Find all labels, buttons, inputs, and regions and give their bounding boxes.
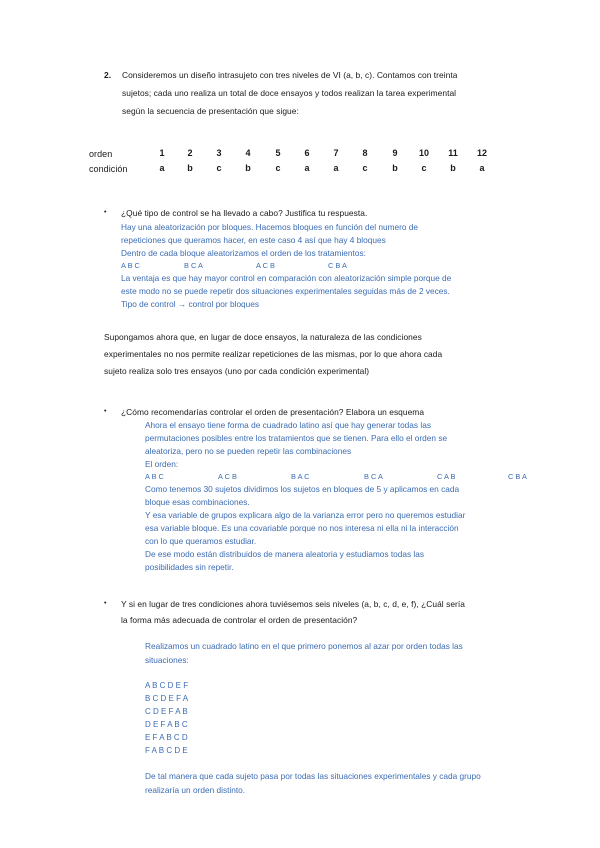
- condition-letter: a: [479, 163, 485, 173]
- bullet-icon: •: [104, 600, 107, 607]
- condition-letter: b: [450, 163, 456, 173]
- latin-square-row: A B C D E F: [145, 681, 189, 690]
- condition-letter: b: [245, 163, 251, 173]
- order-number: 9: [392, 148, 398, 158]
- bullet-question: Y si en lugar de tres condiciones ahora tuviésemos seis niveles (a, b, c, d, e, f), ¿Cuál sería: [121, 599, 465, 609]
- answer-line: este modo no se puede repetir dos situaciones experimentales seguidas más de 2 veces.: [121, 286, 450, 296]
- question-line: según la secuencia de presentación que sigue:: [122, 106, 299, 116]
- paragraph-line: sujeto realiza solo tres ensayos (uno por cada condición experimental): [104, 366, 370, 376]
- question-line: sujetos; cada uno realiza un total de doce ensayos y todos realizan la tarea experimental: [122, 88, 457, 98]
- question-number: 2.: [104, 70, 112, 80]
- order-number: 3: [216, 148, 222, 158]
- answer-line: posibilidades sin repetir.: [145, 562, 234, 572]
- paragraph-line: Supongamos ahora que, en lugar de doce ensayos, la naturaleza de las condiciones: [104, 332, 422, 342]
- order-number: 8: [362, 148, 368, 158]
- order-label: A B C: [145, 472, 164, 481]
- latin-square-row: D E F A B C: [145, 720, 188, 729]
- order-number: 2: [187, 148, 193, 158]
- question-line: Consideremos un diseño intrasujeto con tres niveles de VI (a, b, c). Contamos con treinta: [122, 70, 458, 80]
- order-number: 10: [418, 148, 429, 158]
- answer-line: Tipo de control → control por bloques: [121, 299, 260, 309]
- order-label: B A C: [291, 472, 310, 481]
- order-number: 6: [304, 148, 310, 158]
- order-number: 4: [245, 148, 251, 158]
- answer-line: aleatoriza, pero no se pueden repetir las combinaciones: [145, 446, 352, 456]
- answer-line: bloque esas combinaciones.: [145, 497, 250, 507]
- latin-square-row: C D E F A B: [145, 707, 188, 716]
- condition-letter: c: [275, 163, 281, 173]
- paragraph-line: experimentales no nos permite realizar repeticiones de las mismas, por lo que ahora cada: [104, 349, 443, 359]
- order-number: 11: [448, 148, 458, 158]
- condition-letter: a: [304, 163, 310, 173]
- answer-line: La ventaja es que hay mayor control en comparación con aleatorización simple porque de: [121, 273, 452, 283]
- latin-square-row: E F A B C D: [145, 733, 188, 742]
- condition-letter: a: [159, 163, 165, 173]
- bullet-question: ¿Qué tipo de control se ha llevado a cabo? Justifica tu respuesta.: [121, 208, 368, 218]
- answer-line: Hay una aleatorización por bloques. Hacemos bloques en función del numero de: [121, 222, 419, 232]
- order-label: B C A: [364, 472, 383, 481]
- latin-square-row: F A B C D E: [145, 746, 188, 755]
- answer-line: El orden:: [145, 459, 179, 469]
- bullet-icon: •: [104, 209, 107, 216]
- block-label: A C B: [256, 261, 275, 270]
- block-label: B C A: [184, 261, 203, 270]
- answer-line: con lo que queramos estudiar.: [145, 536, 257, 546]
- block-label: A B C: [121, 261, 140, 270]
- answer-line: Y esa variable de grupos explicara algo de la varianza error pero no queremos estudiar: [145, 510, 466, 520]
- table-row-label-orden: orden: [89, 149, 113, 159]
- condition-letter: a: [333, 163, 339, 173]
- order-number: 7: [333, 148, 339, 158]
- answer-line: permutaciones posibles entre los tratamientos que se tienen. Para ello el orden se: [145, 433, 448, 443]
- answer-line: Dentro de cada bloque aleatorizamos el orden de los tratamientos:: [121, 248, 366, 258]
- answer-line: repeticiones que queramos hacer, en este caso 4 así que hay 4 bloques: [121, 235, 386, 245]
- answer-line: realizaría un orden distinto.: [145, 785, 246, 795]
- order-number: 12: [476, 148, 487, 158]
- order-label: A C B: [218, 472, 237, 481]
- order-label: C A B: [437, 472, 456, 481]
- order-number: 1: [159, 148, 165, 158]
- block-label: C B A: [328, 261, 347, 270]
- bullet-question: ¿Cómo recomendarías controlar el orden de presentación? Elabora un esquema: [121, 407, 425, 417]
- latin-square-row: B C D E F A: [145, 694, 189, 703]
- order-number: 5: [275, 148, 281, 158]
- answer-line: Realizamos un cuadrado latino en el que primero ponemos al azar por orden todas las: [145, 641, 463, 651]
- answer-line: situaciones:: [145, 655, 189, 665]
- answer-line: Como tenemos 30 sujetos dividimos los sujetos en bloques de 5 y aplicamos en cada: [145, 484, 460, 494]
- answer-line: Ahora el ensayo tiene forma de cuadrado latino así que hay generar todas las: [145, 420, 431, 430]
- answer-line: esa variable bloque. Es una covariable porque no nos interesa ni ella ni la interacción: [145, 523, 459, 533]
- condition-letter: b: [392, 163, 398, 173]
- answer-line: De tal manera que cada sujeto pasa por todas las situaciones experimentales y cada grupo: [145, 771, 481, 781]
- condition-letter: c: [216, 163, 222, 173]
- condition-letter: c: [421, 163, 427, 173]
- bullet-icon: •: [104, 408, 107, 415]
- order-label: C B A: [508, 472, 527, 481]
- bullet-question: la forma más adecuada de controlar el orden de presentación?: [121, 615, 358, 625]
- condition-letter: c: [362, 163, 368, 173]
- condition-letter: b: [187, 163, 193, 173]
- answer-line: De ese modo están distribuidos de manera aleatoria y estudiamos todas las: [145, 549, 425, 559]
- table-row-label-condicion: condición: [89, 164, 128, 174]
